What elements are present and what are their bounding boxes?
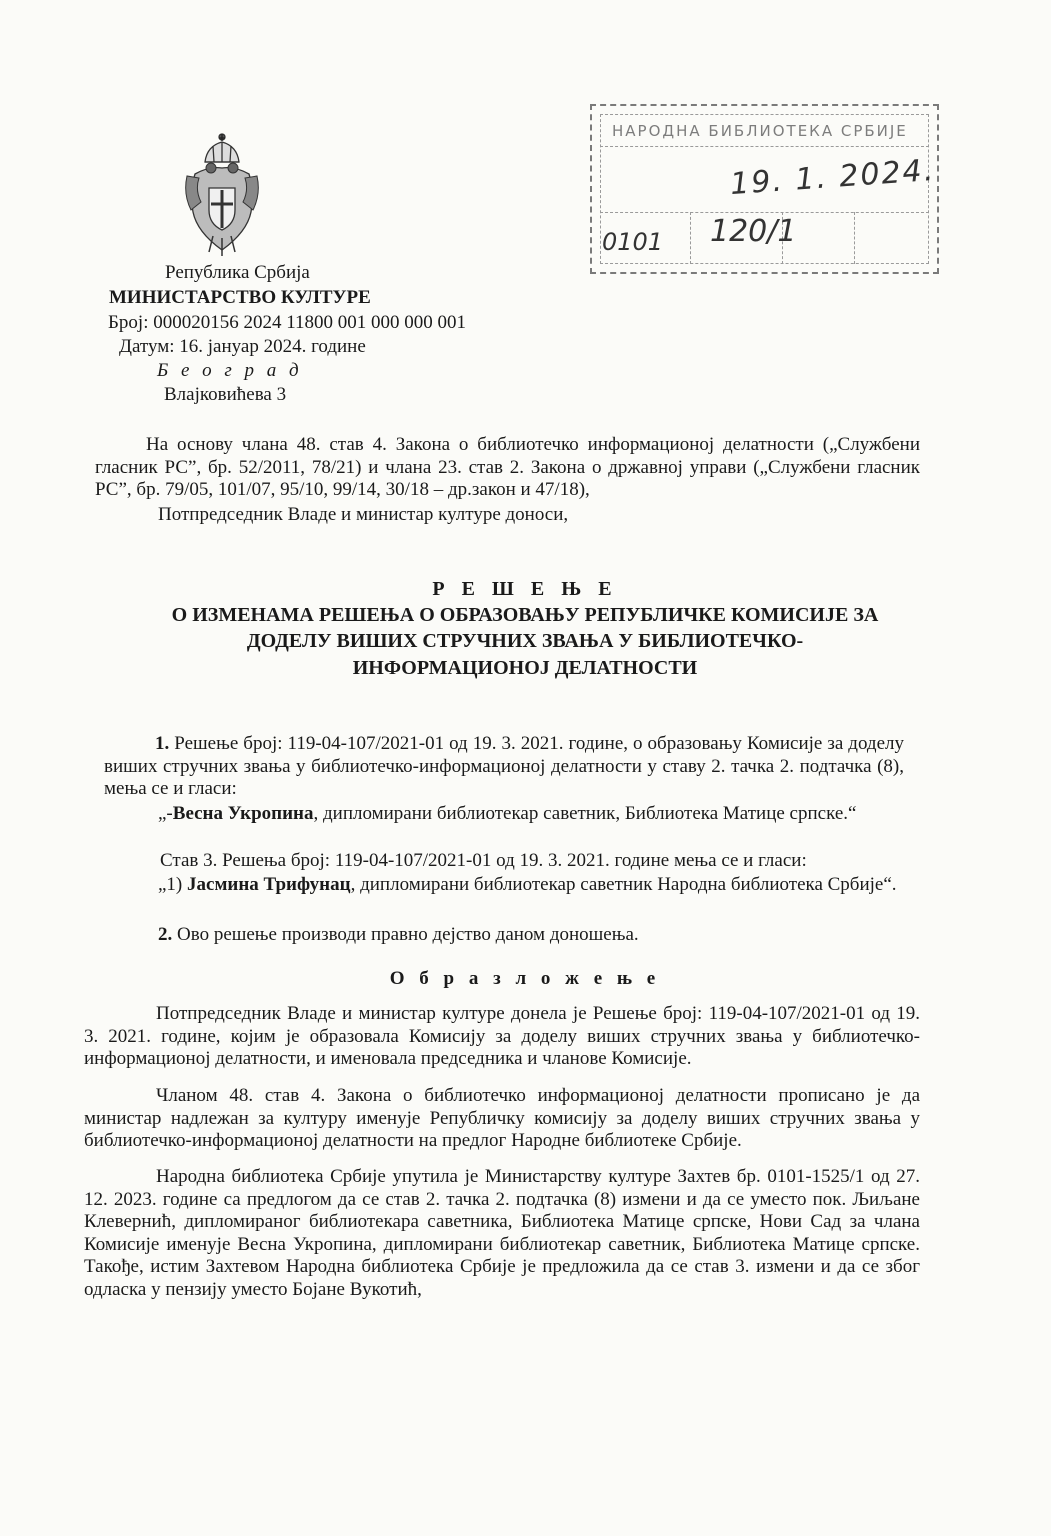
reasoning-paragraph-2-text: Чланом 48. став 4. Закона о библиотечко информационој делатности прописано је да министар надлежан за културу именује Републичку комисију за доделу виших стручних звања у библиотечко-информационој делатности на предлог Народне библиотеке Србије. xyxy=(84,1085,920,1151)
preamble-enactor xyxy=(158,504,928,530)
decision-title-line1: О ИЗМЕНАМА РЕШЕЊА О ОБРАЗОВАЊУ РЕПУБЛИЧКЕ КОМИСИЈЕ ЗА xyxy=(171,604,879,626)
paragraph-3-quote-open: „1) xyxy=(158,874,183,895)
item-1-quote xyxy=(158,803,938,829)
reasoning-paragraph-2 xyxy=(84,1085,920,1155)
paragraph-3-change-text: Став 3. Решења број: 119-04-107/2021-01 од 19. 3. 2021. године мења се и гласи: xyxy=(160,850,807,871)
ministry-name: МИНИСТАРСТВО КУЛТУРЕ xyxy=(109,287,371,308)
paragraph-3-quote-name: Јасмина Трифунац xyxy=(187,874,351,895)
preamble-enactor-text: Потпредседник Владе и министар културе доноси, xyxy=(158,504,569,525)
stamp-received-date: 19. 1. 2024. xyxy=(729,152,937,203)
item-1-quote-open: „- xyxy=(158,803,173,824)
document-number: Број: 000020156 2024 11800 001 000 000 001 xyxy=(108,312,467,333)
stamp-number: 120/1 xyxy=(710,214,797,249)
paragraph-3-change xyxy=(160,850,940,876)
reasoning-title: О б р а з л о ж е њ е xyxy=(389,968,661,989)
item-1 xyxy=(104,733,904,803)
paragraph-3-quote xyxy=(104,874,920,922)
stamp-code: 0101 xyxy=(602,228,664,256)
stamp-institution: НАРОДНА БИБЛИОТЕКА СРБИЈЕ xyxy=(612,122,908,140)
item-2-text: Ово решење производи правно дејство даном доношења. xyxy=(177,924,639,945)
item-1-number: 1. xyxy=(155,733,170,754)
address: Влајковићева 3 xyxy=(164,384,287,405)
preamble-text: На основу члана 48. став 4. Закона о библиотечко информационој делатности („Службени гласник РС”, бр. 52/2011, 78/21) и члана 23. став 2. Закона о државној управи („Службени гласник РС”, бр. 79/05, 101/07, 95/10, 99/14, 30/18 – др.закон и 47/18), xyxy=(95,434,920,500)
republic-name: Република Србија xyxy=(165,262,310,283)
decision-label: Р Е Ш Е Њ Е xyxy=(432,578,618,600)
item-2 xyxy=(158,924,938,950)
city-name: Б е о г р а д xyxy=(157,360,303,381)
preamble-paragraph xyxy=(95,434,920,504)
decision-title-line2: ДОДЕЛУ ВИШИХ СТРУЧНИХ ЗВАЊА У БИБЛИОТЕЧКО- xyxy=(246,630,804,652)
paragraph-3-quote-rest: , дипломирани библиотекар саветник Народна библиотека Србије“. xyxy=(350,874,897,895)
item-1-quote-name: Весна Укропина xyxy=(172,803,314,824)
item-2-number: 2. xyxy=(158,924,173,945)
reasoning-paragraph-1 xyxy=(84,1003,920,1073)
received-stamp xyxy=(590,104,939,274)
document-date: Датум: 16. јануар 2024. године xyxy=(119,336,366,357)
item-1-text: Решење број: 119-04-107/2021-01 од 19. 3. 2021. године, о образовању Комисије за доделу виших стручних звања у библиотечко-информационој делатности у ставу 2. тачка 2. подтачка (8), мења се и гласи: xyxy=(104,733,905,799)
reasoning-paragraph-3-text: Народна библиотека Србије упутила је Министарству културе Захтев бр. 0101-1525/1 од 27. 12. 2023. године са предлогом да се став 2. тачка 2. подтачка (8) измени и да се уместо пок. Љиљане Клевернић, дипломираног библиотекара саветника, Библиотека Матице српске, Нови Сад за члана Комисије именује Весна Укропина, дипломирани библиотекар саветник, Библиотека Матице српске. Такође, истим Захтевом Народна библиотека Србије је предложила да се став 3. измени и да се због одласка у пензију уместо Бојане Вукотић, xyxy=(84,1166,920,1300)
reasoning-paragraph-3 xyxy=(84,1166,920,1306)
item-1-quote-rest: , дипломирани библиотекар саветник, Библиотека Матице српске.“ xyxy=(313,803,857,824)
decision-title-line3: ИНФОРМАЦИОНОЈ ДЕЛАТНОСТИ xyxy=(352,657,698,679)
reasoning-paragraph-1-text: Потпредседник Владе и министар културе донела је Решење број: 119-04-107/2021-01 од 19. 3. 2021. године, којим је образовала Комисију за доделу виших стручних звања у библиотечко-информационој делатности, и именовала председника и чланове Комисије. xyxy=(84,1003,920,1069)
coat-of-arms-icon xyxy=(183,132,261,258)
